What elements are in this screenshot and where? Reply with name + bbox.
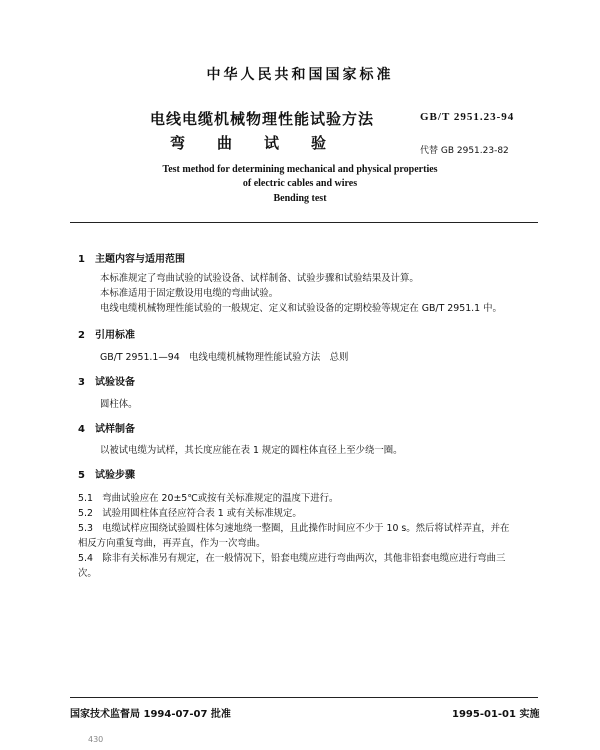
document-title-line1: 电线电缆机械物理性能试验方法 xyxy=(150,110,375,128)
english-title-line2: of electric cables and wires xyxy=(242,178,358,189)
section-1-paragraph-3: 电线电缆机械物理性能试验的一般规定、定义和试验设备的定期校验等规定在 GB/T 2951.1 中。 xyxy=(100,303,502,314)
replaces-standard: 代替 GB 2951.23-82 xyxy=(420,146,509,156)
english-title-line3: Bending test xyxy=(273,193,327,204)
section-4-paragraph: 以被试电缆为试样，其长度应能在表 1 规定的圆柱体直径上至少绕一圈。 xyxy=(100,445,403,456)
section-1-heading: 1 主题内容与适用范围 xyxy=(78,254,185,265)
section-3-paragraph: 圆柱体。 xyxy=(100,399,138,410)
clause-5-1: 5.1 弯曲试验应在 20±5℃或按有关标准规定的温度下进行。 xyxy=(78,493,339,504)
section-1-paragraph-1: 本标准规定了弯曲试验的试验设备、试样制备、试验步骤和试验结果及计算。 xyxy=(100,273,419,284)
document-title-line2: 弯曲试验 xyxy=(170,134,359,152)
section-2-heading: 2 引用标准 xyxy=(78,330,135,341)
clause-5-2: 5.2 试验用圆柱体直径应符合表 1 或有关标准规定。 xyxy=(78,508,302,519)
section-5-heading: 5 试验步骤 xyxy=(78,470,135,481)
clause-5-4-line2: 次。 xyxy=(78,568,97,579)
clause-5-4-line1: 5.4 除非有关标准另有规定，在一般情况下，铅套电缆应进行弯曲两次，其他非铅套电缆应进行弯曲三 xyxy=(78,553,506,564)
standard-code-text: GB/T 2951.23-94 xyxy=(420,111,515,123)
clause-5-3-line1: 5.3 电缆试样应围绕试验圆柱体匀速地绕一整圈，且此操作时间应不少于 10 s。然后将试样弄直，并在 xyxy=(78,523,510,534)
section-3-heading: 3 试验设备 xyxy=(78,377,135,388)
standard-code xyxy=(420,110,514,123)
header-divider xyxy=(70,222,538,223)
footer-divider xyxy=(70,697,538,698)
section-4-heading: 4 试样制备 xyxy=(78,424,135,435)
national-standard-title: 中华人民共和国国家标准 xyxy=(206,67,394,83)
effective-date: 1995-01-01 实施 xyxy=(452,709,540,720)
section-2-reference: GB/T 2951.1—94 电线电缆机械物理性能试验方法 总则 xyxy=(100,352,349,363)
clause-5-3-line2: 相反方向重复弯曲，再弄直，作为一次弯曲。 xyxy=(78,538,266,549)
page-number: 430 xyxy=(88,735,104,744)
approval-date: 国家技术监督局 1994-07-07 批准 xyxy=(70,709,231,720)
english-title-line1: Test method for determining mechanical and physical properties xyxy=(162,164,438,175)
section-1-paragraph-2: 本标准适用于固定敷设用电缆的弯曲试验。 xyxy=(100,288,279,299)
